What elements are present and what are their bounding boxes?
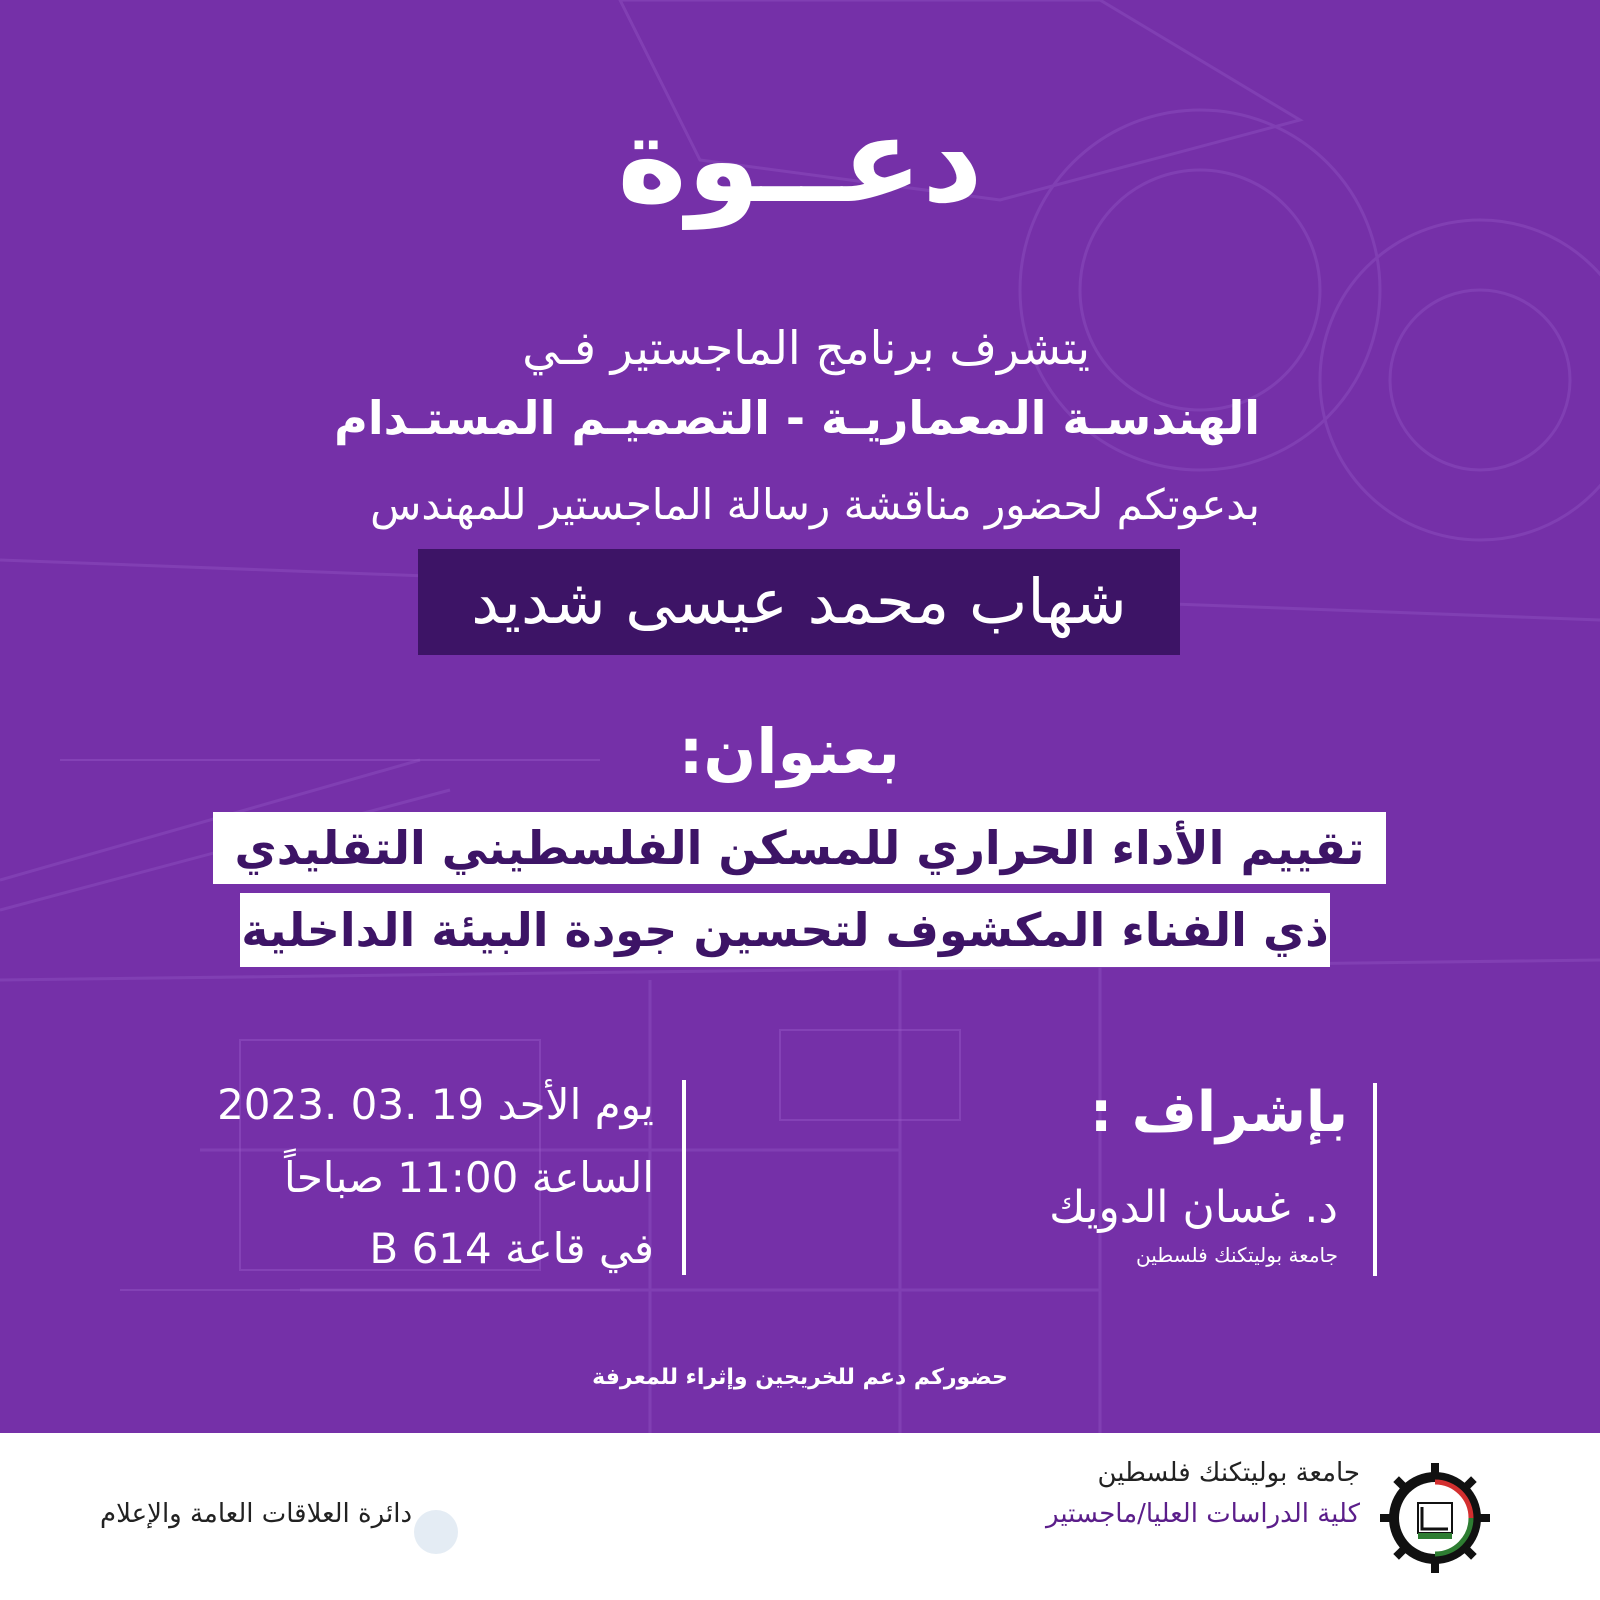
invitation-purpose-line: بدعوتكم لحضور مناقشة رسالة الماجستير للمهندس — [370, 480, 1260, 529]
program-specialization-line: الهندسـة المعماريـة - التصميـم المستـدام — [334, 391, 1260, 445]
supervisor-affiliation: جامعة بوليتكنك فلسطين — [1136, 1243, 1338, 1267]
university-logo-icon — [1380, 1463, 1490, 1573]
thesis-title-label: بعنوان: — [678, 715, 900, 788]
details-divider — [682, 1080, 686, 1275]
supervisor-name: د. غسان الدويك — [1049, 1182, 1338, 1233]
host-program-line: يتشرف برنامج الماجستير فـي — [522, 321, 1090, 375]
page-title: دعــوة — [617, 91, 983, 229]
department-name: دائرة العلاقات العامة والإعلام — [100, 1499, 413, 1529]
defense-date: يوم الأحد 19 .03 .2023 — [217, 1080, 654, 1129]
defense-room: في قاعة B 614 — [369, 1224, 654, 1273]
thesis-title-line-2: ذي الفناء المكشوف لتحسين جودة البيئة الداخلية — [241, 903, 1329, 957]
candidate-name: شهاب محمد عيسى شديد — [471, 565, 1127, 638]
closing-message: حضوركم دعم للخريجين وإثراء للمعرفة — [592, 1365, 1008, 1390]
university-name: جامعة بوليتكنك فلسطين — [1097, 1458, 1360, 1488]
college-name: كلية الدراسات العليا/ماجستير — [1045, 1499, 1360, 1529]
thesis-title-line-1: تقييم الأداء الحراري للمسكن الفلسطيني التقليدي — [234, 821, 1365, 875]
supervision-label: بإشراف : — [1089, 1080, 1348, 1145]
supervision-divider — [1373, 1083, 1377, 1276]
defense-time: الساعة 11:00 صباحاً — [284, 1153, 654, 1202]
department-dot-decoration — [414, 1510, 458, 1554]
